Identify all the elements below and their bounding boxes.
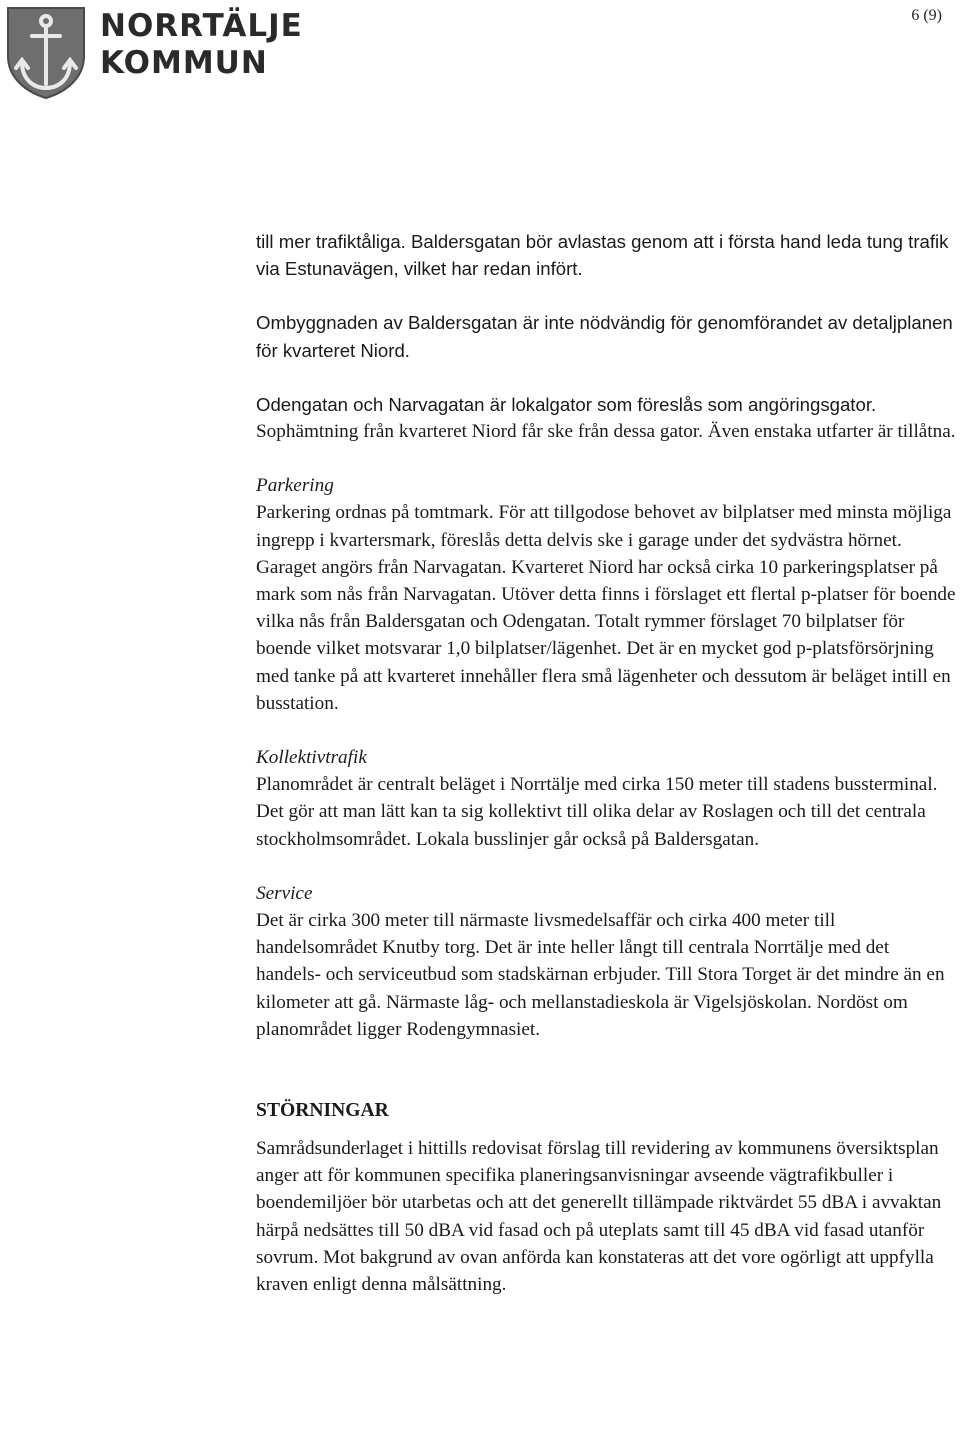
paragraph-kollektivtrafik: Planområdet är centralt beläget i Norrtälje med cirka 150 meter till stadens bussterminal. Det gör att man lätt kan ta sig kollektivt till olika delar av Roslagen och till det centrala stockholmsområdet. Lokala busslinjer går också på Baldersgatan.	[256, 774, 938, 850]
page-header	[0, 0, 960, 110]
heading-storningar: STÖRNINGAR	[256, 1100, 389, 1122]
paragraph-storningar: Samrådsunderlaget i hittills redovisat förslag till revidering av kommunens översiktsplan anger att för kommunen specifika planeringsanvisningar avseende vägtrafikbuller i boendemiljöer bör utarbetas och att det generellt tillämpade riktvärdet 55 dBA i avvaktan härpå nedsättes till 50 dBA vid fasad och på uteplats samt till 45 dBA vid fasad utanför sovrum. Mot bakgrund av ovan anförda kan konstateras att det vore ogörligt att uppfylla kraven enligt denna målsättning.	[256, 1138, 942, 1296]
anchor-crest-icon	[4, 4, 88, 100]
logo-wordmark	[100, 8, 303, 82]
paragraph-ombyggnad: Ombyggnaden av Baldersgatan är inte nödvändig för genomförandet av detaljplanen för kvarteret Niord.	[256, 312, 953, 361]
paragraph-trafik: till mer trafiktåliga. Baldersgatan bör avlastas genom att i första hand leda tung trafik via Estunavägen, vilket har redan infört.	[256, 231, 949, 280]
municipality-logo	[4, 4, 303, 104]
page-number: 6 (9)	[911, 7, 942, 24]
heading-service: Service	[256, 882, 313, 904]
heading-kollektivtrafik: Kollektivtrafik	[256, 747, 367, 769]
logo-line-1: NORRTÄLJE	[100, 8, 303, 44]
paragraph-sophamtning: Sophämtning från kvarteret Niord får ske från dessa gator. Även enstaka utfarter är tillåtna.	[256, 421, 956, 443]
heading-parkering: Parkering	[256, 475, 334, 497]
paragraph-angoring: Odengatan och Narvagatan är lokalgator som föreslås som angöringsgator.	[256, 393, 877, 415]
logo-line-2: KOMMUN	[100, 45, 268, 81]
paragraph-service: Det är cirka 300 meter till närmaste livsmedelsaffär och cirka 400 meter till handelsområdet Knutby torg. Det är inte heller långt till centrala Norrtälje med det handels- och serviceutbud som stadskärnan erbjuder. Till Stora Torget är det mindre än en kilometer att gå. Närmaste låg- och mellanstadieskola är Vigelsjöskolan. Nordöst om planområdet ligger Rodengymnasiet.	[256, 910, 945, 1040]
document-body	[256, 228, 956, 1298]
paragraph-parkering: Parkering ordnas på tomtmark. För att tillgodose behovet av bilplatser med minsta möjliga ingrepp i kvartersmark, föreslås detta delvis ske i garage under det sydvästra hörnet. Garaget angörs från Narvagatan. Kvarteret Niord har också cirka 10 parkeringsplatser på mark som nås från Narvagatan. Utöver detta finns i förslaget ett flertal p-platser för boende vilka nås från Baldersgatan och Odengatan. Totalt rymmer förslaget 70 bilplatser för boende vilket motsvarar 1,0 bilplatser/lägenhet. Det är en mycket god p-platsförsörjning med tanke på att kvarteret innehåller flera små lägenheter och dessutom är beläget intill en busstation.	[256, 502, 956, 714]
